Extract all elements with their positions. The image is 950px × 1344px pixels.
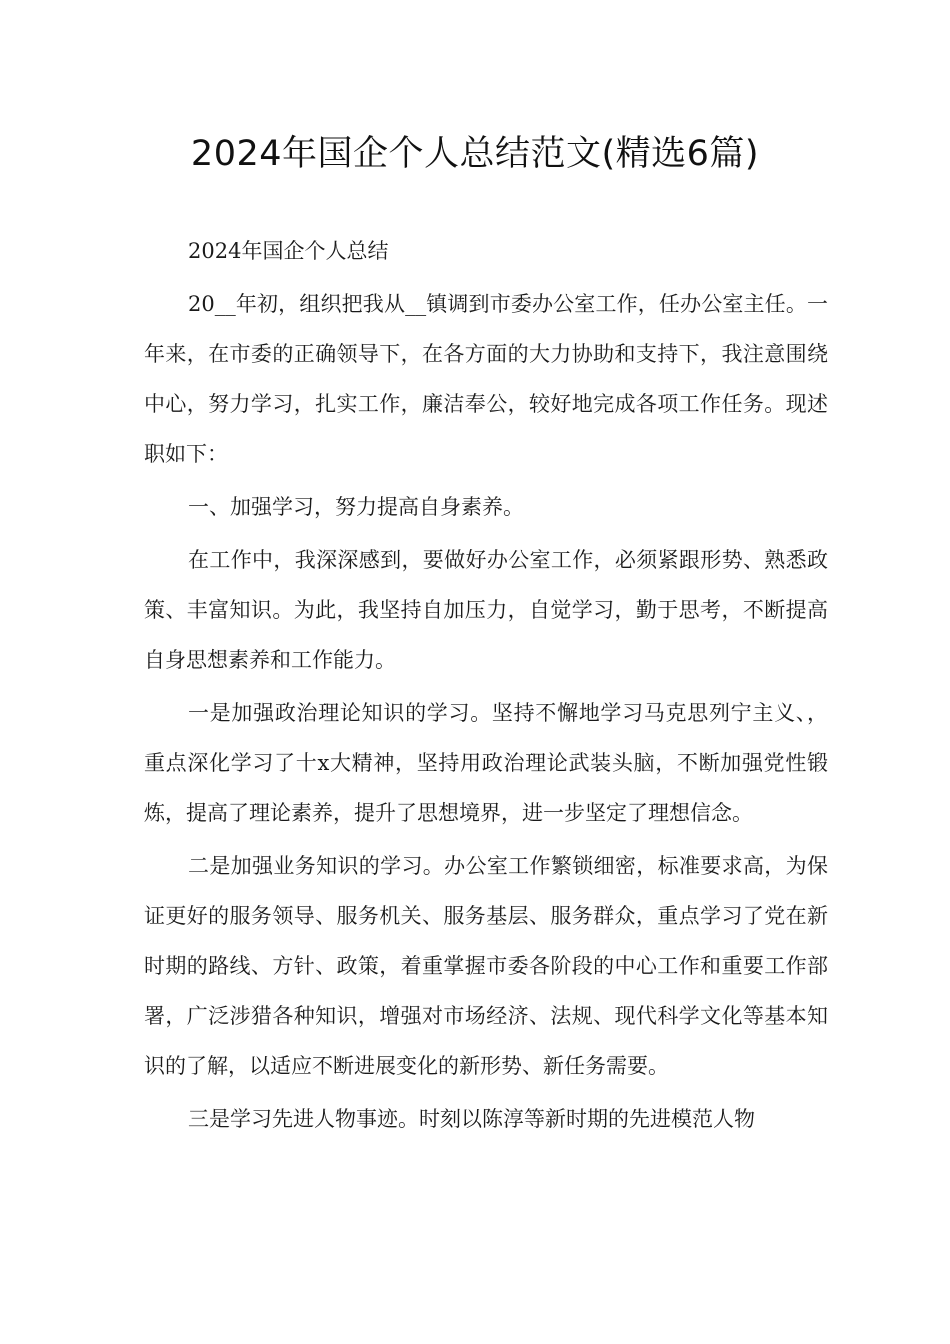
- document-body: [144, 226, 828, 1147]
- paragraph: 在工作中，我深深感到，要做好办公室工作，必须紧跟形势、熟悉政策、丰富知识。为此，我坚持自加压力，自觉学习，勤于思考，不断提高自身思想素养和工作能力。: [144, 548, 828, 672]
- section-one-heading: 一、加强学习，努力提高自身素养。: [188, 495, 524, 519]
- paragraph: 一是加强政治理论知识的学习。坚持不懈地学习马克思列宁主义、，重点深化学习了十x大精神，坚持用政治理论武装头脑，不断加强党性锻炼，提高了理论素养，提升了思想境界，进一步坚定了理想信念。: [144, 701, 828, 825]
- section-heading: 2024年国企个人总结: [188, 239, 389, 263]
- intro-paragraph: 20__年初，组织把我从__镇调到市委办公室工作，任办公室主任。一年来，在市委的正确领导下，在各方面的大力协助和支持下，我注意围绕中心，努力学习，扎实工作，廉洁奉公，较好地完成各项工作任务。现述职如下：: [144, 292, 828, 466]
- document-title: 2024年国企个人总结范文(精选6篇): [190, 134, 760, 174]
- paragraph: 三是学习先进人物事迹。时刻以陈淳等新时期的先进模范人物: [188, 1107, 755, 1131]
- paragraph: 二是加强业务知识的学习。办公室工作繁锁细密，标准要求高，为保证更好的服务领导、服务机关、服务基层、服务群众，重点学习了党在新时期的路线、方针、政策，着重掌握市委各阶段的中心工作和重要工作部署，广泛涉猎各种知识，增强对市场经济、法规、现代科学文化等基本知识的了解，以适应不断进展变化的新形势、新任务需要。: [144, 854, 828, 1078]
